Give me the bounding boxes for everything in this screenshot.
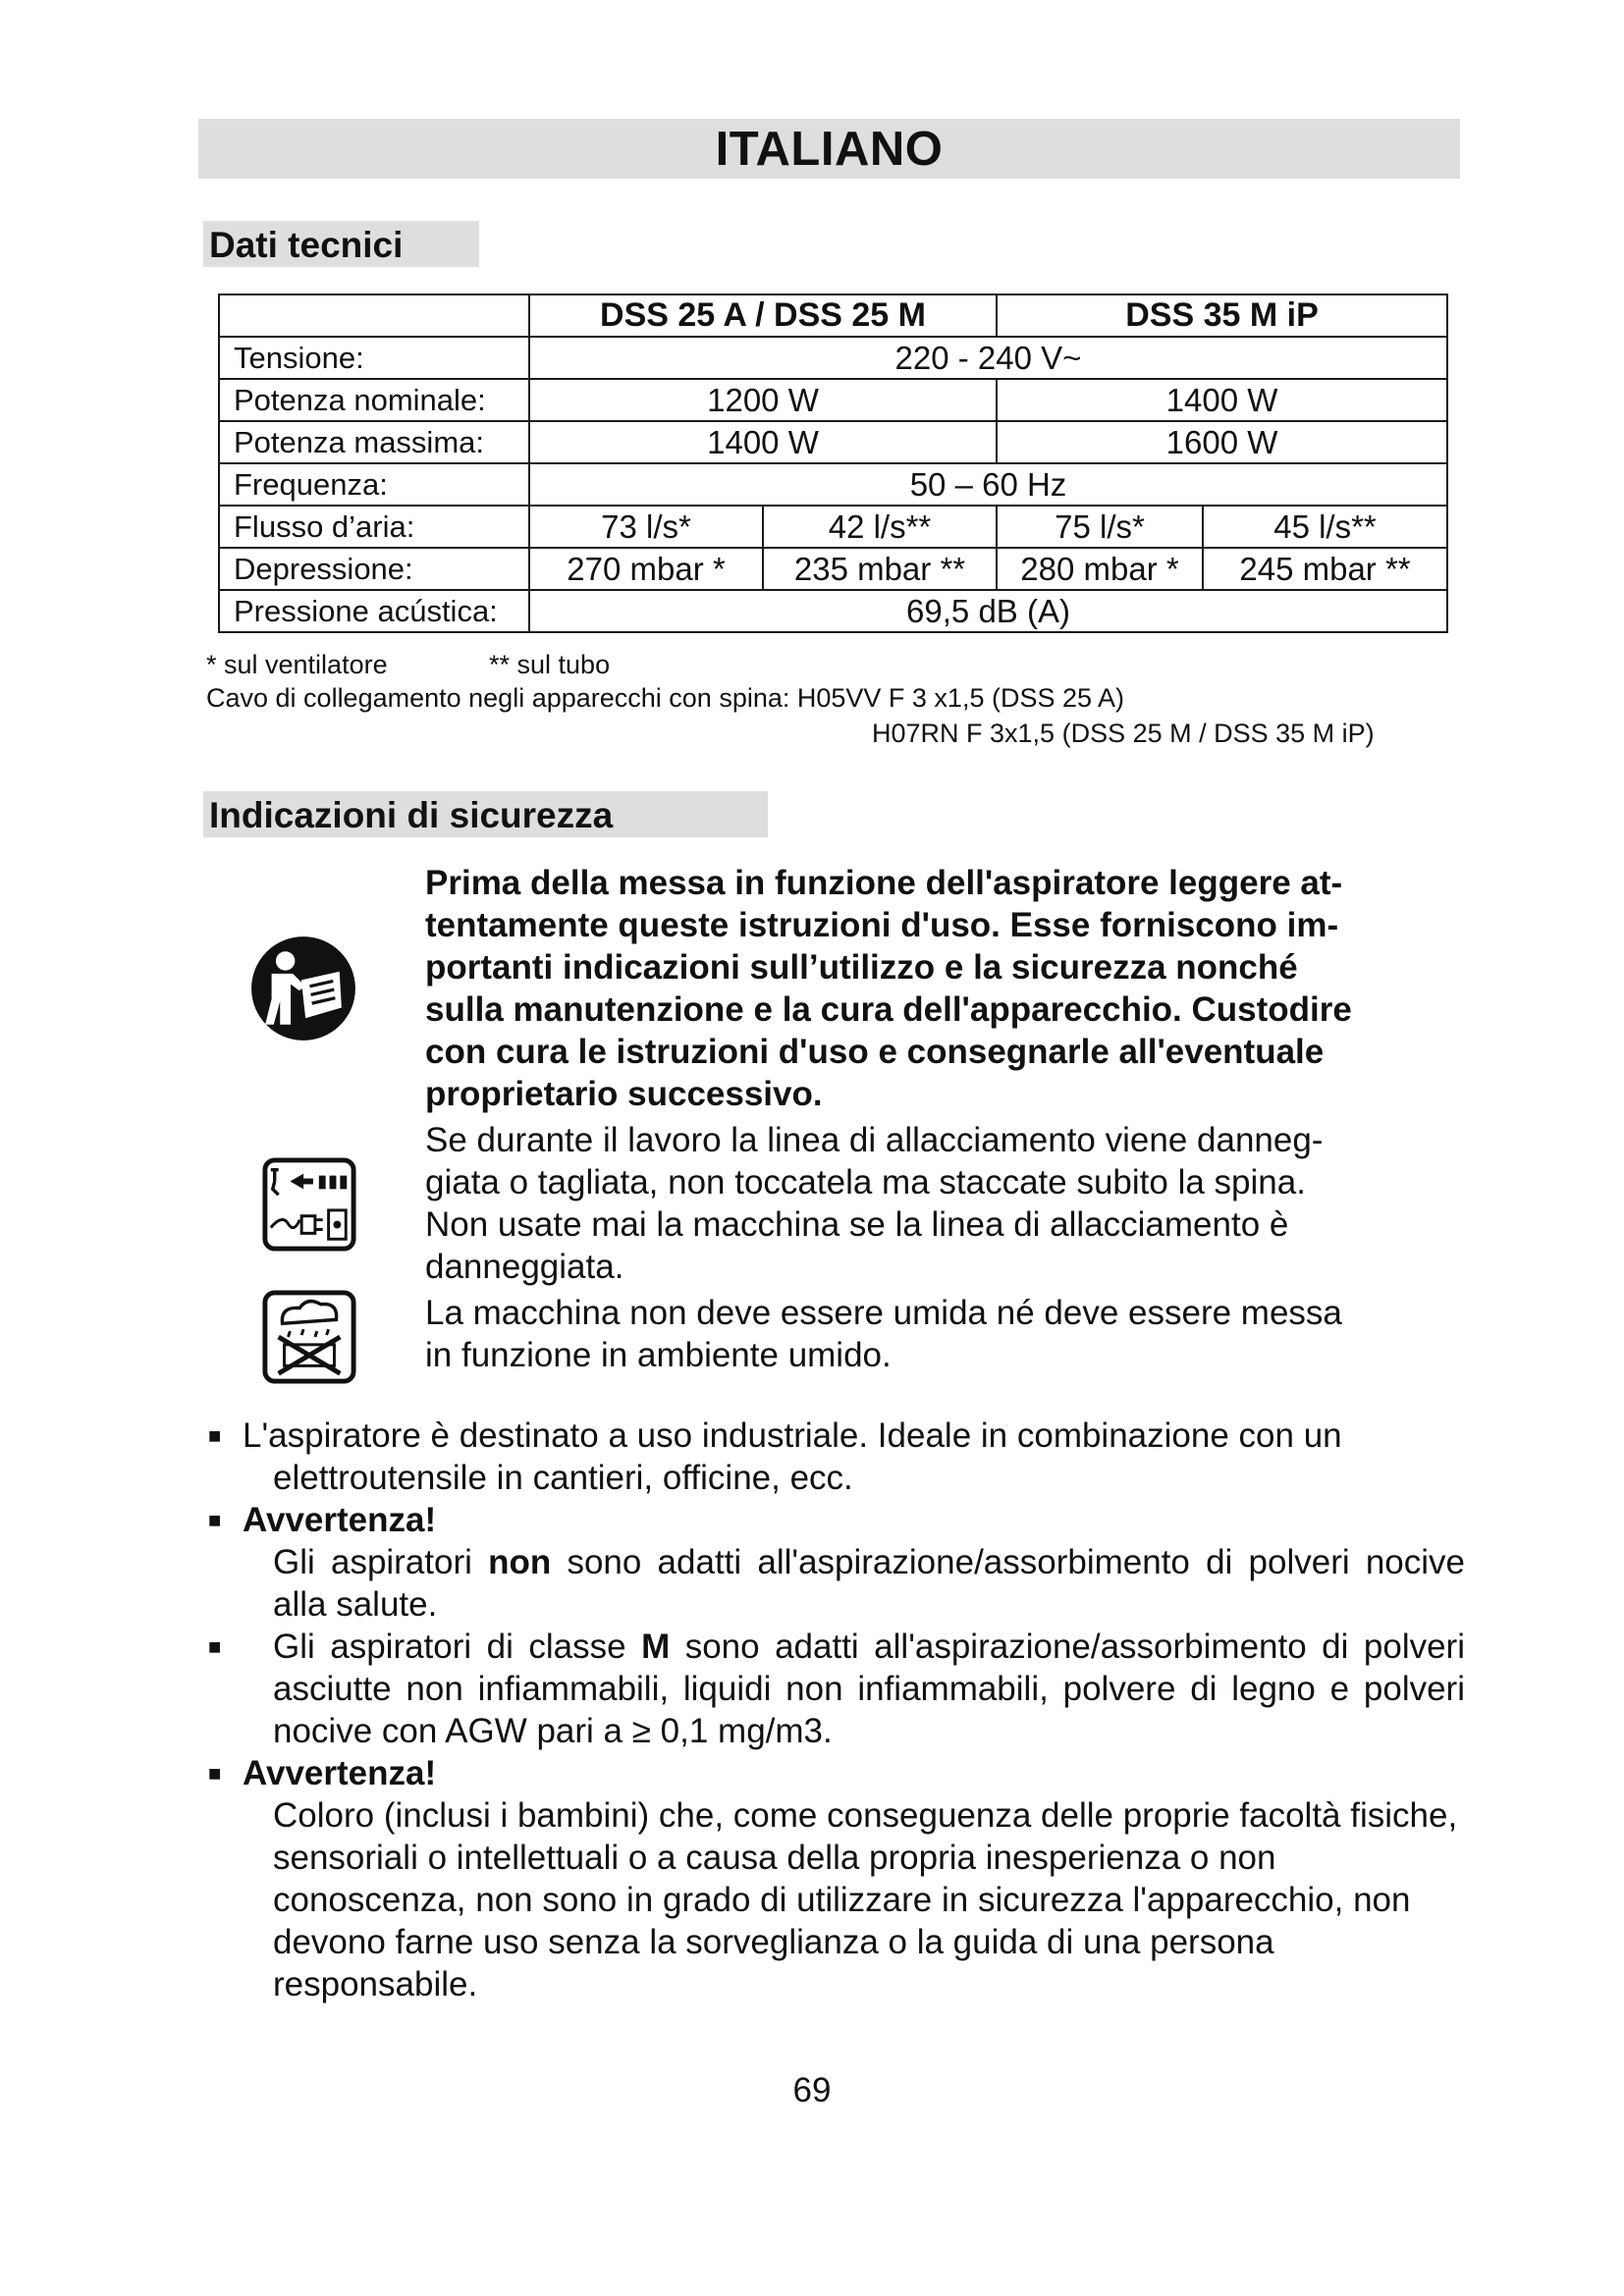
intro-line: portanti indicazioni sull’utilizzo e la sicurezza nonché <box>425 948 1298 987</box>
model-a-header: DSS 25 A / DSS 25 M <box>529 294 997 337</box>
cable-spec-line-2: H07RN F 3x1,5 (DSS 25 M / DSS 35 M iP) <box>872 719 1375 748</box>
intro-line: Prima della messa in funzione dell'aspiratore leggere at- <box>425 864 1343 902</box>
voltage-value: 220 - 240 V~ <box>529 337 1447 379</box>
table-corner-cell <box>219 294 529 337</box>
no-moisture-icon <box>261 1289 357 1385</box>
frequency-value: 50 – 60 Hz <box>529 463 1447 506</box>
unplug-icon <box>261 1156 357 1253</box>
vacuum-a1: 270 mbar * <box>529 548 763 590</box>
cable-spec-line-1: Cavo di collegamento negli apparecchi con spina: H05VV F 3 x1,5 (DSS 25 A) <box>206 683 1125 713</box>
rated-power-a: 1200 W <box>529 379 997 421</box>
bullet-square-icon: ■ <box>208 1423 222 1448</box>
intro-line: tentamente queste istruzioni d'uso. Esse forniscono im- <box>425 906 1339 944</box>
language-title: ITALIANO <box>715 122 944 176</box>
bullet-text: Coloro (inclusi i bambini) che, come conseguenza delle proprie facoltà fisiche, sensoriali o intellettuali o a causa della propria inesperienza o non conoscenza, non sono in grado di utilizzare in sicurezza l'apparecchio, non devono farne uso senza la sorveglianza o la guida di una persona responsabile. <box>273 1796 1458 2003</box>
bullet-text <box>273 1626 1465 1752</box>
cable-line: Non usate mai la macchina se la linea di allacciamento è <box>425 1205 1289 1244</box>
max-power-label: Potenza massima: <box>219 421 529 463</box>
read-manual-icon <box>250 935 356 1041</box>
airflow-b1: 75 l/s* <box>997 506 1203 548</box>
language-header <box>198 119 1460 179</box>
bullet-bold-word: M <box>641 1628 671 1666</box>
cable-line: danneggiata. <box>425 1248 624 1286</box>
table-row <box>219 421 1447 463</box>
vacuum-b1: 280 mbar * <box>997 548 1203 590</box>
spec-table <box>218 294 1448 633</box>
bullet-text-part: sono adatti all'aspirazione/assorbimento di polveri nocive alla salute. <box>273 1543 1466 1624</box>
bullet-text <box>273 1541 1465 1626</box>
table-row <box>219 548 1447 590</box>
cable-line: Se durante il lavoro la linea di allacciamento viene danneg- <box>425 1121 1324 1159</box>
table-row <box>219 506 1447 548</box>
model-b-header: DSS 35 M iP <box>997 294 1447 337</box>
safety-moisture-paragraph <box>425 1292 1436 1376</box>
bullet-text-part: Gli aspiratori <box>273 1543 489 1581</box>
table-row <box>219 463 1447 506</box>
cable-line: giata o tagliata, non toccatela ma staccate subito la spina. <box>425 1163 1306 1201</box>
bullet-text-part: sono adatti all'aspirazione/assorbimento di polveri asciutte non infiammabili, liquidi non infiammabili, polvere di legno e polveri nocive con AGW pari a ≥ 0,1 mg/m3. <box>273 1628 1465 1750</box>
list-item <box>208 1499 1465 1626</box>
safety-intro-bold <box>425 862 1436 1115</box>
wet-line: in funzione in ambiente umido. <box>425 1336 892 1374</box>
vacuum-b2: 245 mbar ** <box>1203 548 1447 590</box>
bullet-square-icon: ■ <box>208 1634 222 1659</box>
table-header-row <box>219 294 1447 337</box>
table-row <box>219 590 1447 632</box>
sound-value: 69,5 dB (A) <box>529 590 1447 632</box>
intro-line: con cura le istruzioni d'uso e consegnarle all'eventuale <box>425 1033 1325 1071</box>
table-row <box>219 337 1447 379</box>
footnote-hose: ** sul tubo <box>489 650 611 679</box>
max-power-b: 1600 W <box>997 421 1447 463</box>
safety-cable-paragraph <box>425 1119 1436 1288</box>
warning-label: Avvertenza! <box>243 1754 437 1792</box>
airflow-a2: 42 l/s** <box>763 506 997 548</box>
page-number: 69 <box>792 2071 832 2109</box>
rated-power-label: Potenza nominale: <box>219 379 529 421</box>
wet-line: La macchina non deve essere umida né deve essere messa <box>425 1294 1342 1332</box>
max-power-a: 1400 W <box>529 421 997 463</box>
airflow-label: Flusso d’aria: <box>219 506 529 548</box>
bullet-line: elettroutensile in cantieri, officine, ecc. <box>273 1459 853 1497</box>
airflow-a1: 73 l/s* <box>529 506 763 548</box>
footnote-fan: * sul ventilatore <box>206 650 388 679</box>
intro-line: sulla manutenzione e la cura dell'apparecchio. Custodire <box>425 990 1352 1029</box>
sound-label: Pressione acústica: <box>219 590 529 632</box>
list-item <box>208 1415 1465 1499</box>
list-item <box>208 1626 1465 1752</box>
tech-data-heading: Dati tecnici <box>203 221 479 267</box>
intro-line: proprietario successivo. <box>425 1075 823 1113</box>
safety-heading: Indicazioni di sicurezza <box>203 791 768 837</box>
vacuum-a2: 235 mbar ** <box>763 548 997 590</box>
bullet-square-icon: ■ <box>208 1761 222 1786</box>
list-item <box>208 1752 1465 2005</box>
bullet-text-part: Gli aspiratori di classe <box>273 1628 642 1666</box>
table-row <box>219 379 1447 421</box>
rated-power-b: 1400 W <box>997 379 1447 421</box>
bullet-square-icon: ■ <box>208 1508 222 1532</box>
voltage-label: Tensione: <box>219 337 529 379</box>
vacuum-label: Depressione: <box>219 548 529 590</box>
frequency-label: Frequenza: <box>219 463 529 506</box>
airflow-b2: 45 l/s** <box>1203 506 1447 548</box>
warning-label: Avvertenza! <box>243 1501 437 1539</box>
bullet-bold-word: non <box>488 1543 552 1581</box>
bullet-line: L'aspiratore è destinato a uso industriale. Ideale in combinazione con un <box>243 1416 1342 1455</box>
